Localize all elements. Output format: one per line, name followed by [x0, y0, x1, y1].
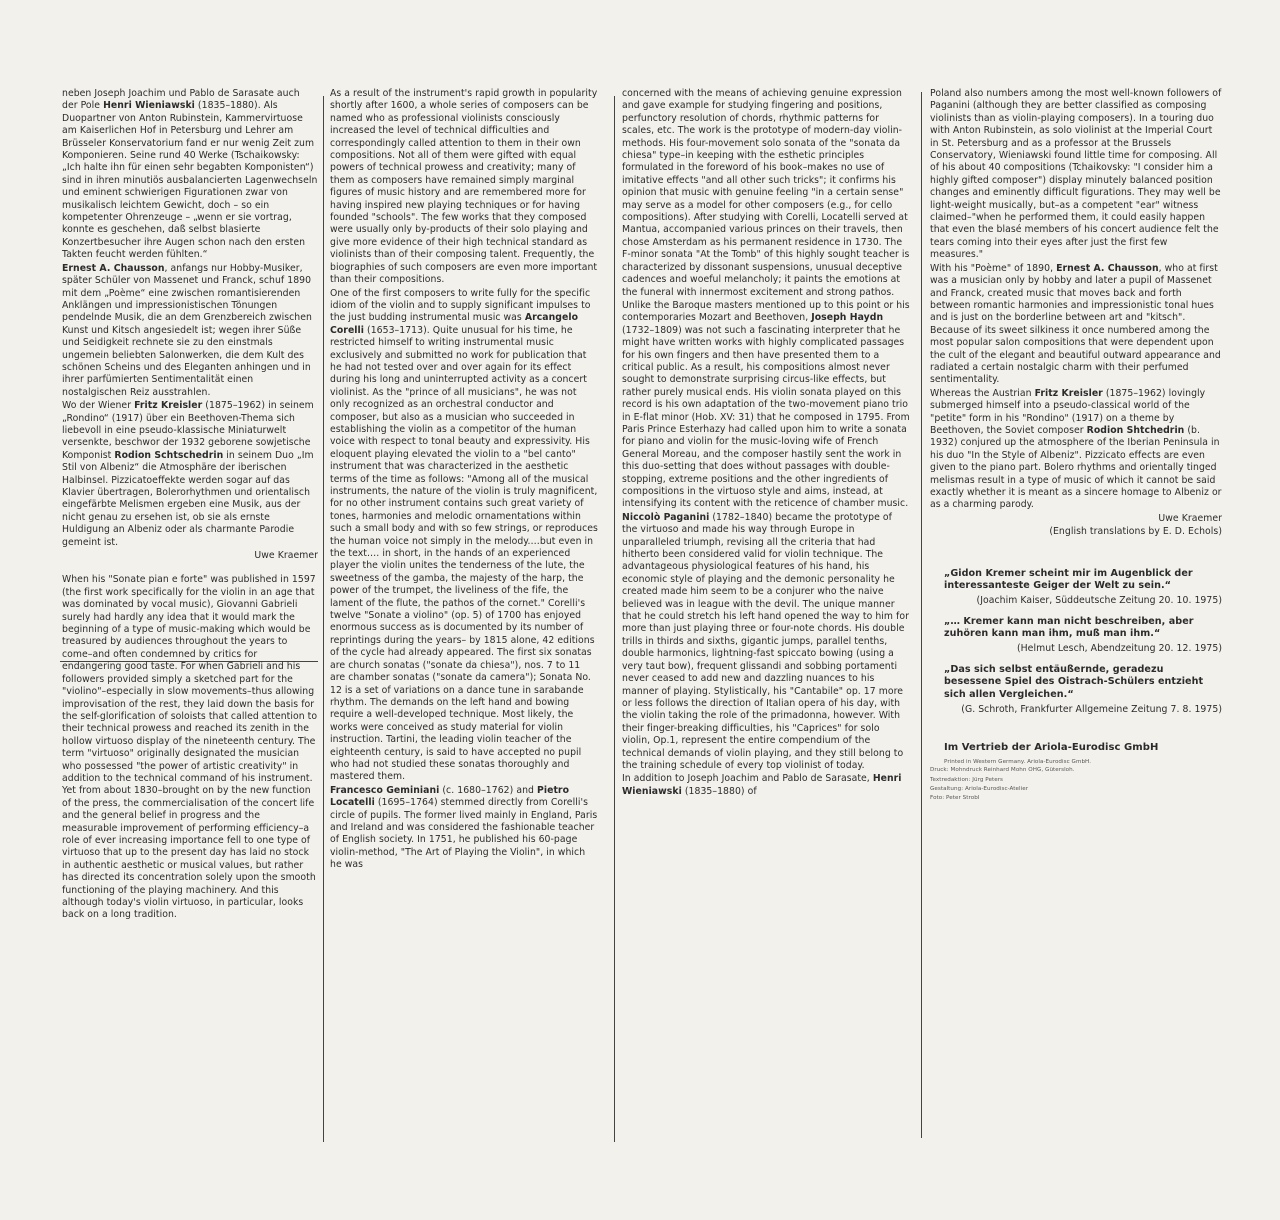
paragraph: As a result of the instrument's rapid growth in popularity shortly after 1600, a whole series of composers can be named who as professional violinists consciously increased the level of technical difficulties and correspondingly called attention to them in their own compositions. Not all of them were gifted with equal powers of technical prowess and creativity; many of them as composers have remained simply marginal figures of music history and are remembered more for having inspired new playing techniques or for having founded "schools". The few works that they composed were usually only by-products of their solo playing and give more evidence of their high technical standard as violinists than of their composing talent. Frequently, the biographies of such composers are even more important than their compositions.	[330, 88, 598, 286]
text: , who at first was a musician only by hobby and later a pupil of Massenet and Franck, created music that moves back and forth between romantic harmonies and impressionistic tonal hues and is just on the borderline between art and "kitsch". Because of its sweet silkiness it once numbered among the most popular salon compositions that were dependent upon the cult of the elegant and beautiful outward appearance and radiated a certain nostalgic charm with their perfumed sentimentality.	[930, 262, 1221, 386]
column-divider	[921, 92, 922, 1138]
text: (c. 1680–1762) and	[439, 784, 537, 796]
composer-name: Henri Wieniawski	[103, 100, 195, 112]
text: in seinem Duo „Im Stil von Albeniz“ die Atmosphäre der iberischen Halbinsel. Pizzicatoeffekte werden sogar auf das Klavier übertragen, Bolerorhythmen und orientalisch eingefärbte Melismen ergeben eine Musik, aus der nicht genau zu ersehen ist, ob sie als ernste Huldigung an Albeniz oder als charmante Parodie gemeint ist.	[62, 449, 314, 548]
paragraph	[330, 785, 598, 872]
text: , anfangs nur Hobby-Musiker, später Schüler von Massenet und Franck, schuf 1890 mit dem „Poème“ eine zwischen romantisierenden Anklängen und impressionistischen Tönungen pendelnde Musik, die an dem Grenzbereich zwischen Kunst und Kitsch angesiedelt ist; wegen ihrer Süße und Seidigkeit rechnete sie zu den einstmals ungemein beliebten Salonwerken, die dem Kult des schönen Scheins und des Eleganten anhingen und in ihrer parfümierten Sentimentalität einen nostalgischen Reiz ausstrahlen.	[62, 262, 312, 398]
paragraph	[330, 288, 598, 784]
text: Wo der Wiener	[62, 400, 135, 412]
quote-text: „Gidon Kremer scheint mir im Augenblick der interessanteste Geiger der Welt zu sein.“	[944, 567, 1193, 592]
text: (1875–1962) lovingly submerged himself into a pseudo-classical world of the "petite" form in his "Rondino" (1917) on a theme by Beethoven, the Soviet composer	[930, 387, 1206, 436]
text: (1653–1713). Quite unusual for his time, he restricted himself to writing instrumental music exclusively and submitted no work for publication that he had not tested over and over again for its effect during his long and uninterrupted activity as a concert violinist. As the "prince of all musicians", he was not only recognized as an orchestral conductor and composer, but also as a musician who succeeded in establishing the violin as a competitor of the human voice with respect to tonal beauty and expressivity. His eloquent playing elevated the violin to a "bel canto" instrument that was characterized in the aesthetic terms of the time as follows: "Among all of the musical instruments, the nature of the violin is truly magnificent, for no other instrument contains such great variety of tones, harmonies and melodic ornamentations within such a small body and with so few strings, or reproduces the human voice not simply in the melody.…but even in the text.… in short, in the hands of an experienced player the violin unites the tenderness of the lute, the sweetness of the gamba, the majesty of the harp, the power of the trumpet, the liveliness of the fife, the lament of the flute, the pathos of the cornet." Corelli's twelve "Sonate a violino" (op. 5) of 1700 has enjoyed enormous success as is documented by its number of reprintings during the years– by 1815 alone, 42 editions of the cycle had already appeared. The first six sonatas are church sonatas ("sonate da chiesa"), nos. 7 to 11 are chamber sonatas ("sonate da camera"); Sonata No. 12 is a set of variations on a dance tune in sarabande rhythm. The demands on the left hand and bowing require a well-developed technique. Most likely, the works were conceived as study material for violin instruction. Tartini, the leading violin teacher of the eighteenth century, is said to have accepted no pupil who had not studied these sonatas thoroughly and mastered them.	[330, 324, 598, 783]
credit-line: Foto: Peter Strobl	[930, 795, 980, 802]
paragraph	[622, 512, 910, 773]
quote-text: „… Kremer kann man nicht beschreiben, aber zuhören kann man ihm, muß man ihm.“	[944, 615, 1194, 640]
text: Whereas the Austrian	[930, 387, 1035, 399]
text: One of the first composers to write fully for the specific idiom of the violin and to supply significant impulses to the just budding instrumental music was	[330, 287, 591, 324]
composer-name: Rodion Schtschedrin	[114, 449, 224, 461]
text: (b. 1932) conjured up the atmosphere of the Iberian Peninsula in his duo "In the Style of Albeniz". Pizzicato effects are even given to the piano part. Bolero rhythms and orientally tinged melismas result in a type of music of which it cannot be said exactly whether it is meant as a sincere homage to Albeniz or as a charming parody.	[930, 424, 1222, 511]
text: In addition to Joseph Joachim and Pablo de Sarasate,	[622, 773, 873, 785]
composer-name: Fritz Kreisler	[134, 400, 203, 412]
paragraph	[62, 400, 318, 549]
printed-note: Printed in Western Germany. Ariola-Eurodisc GmbH.	[944, 758, 1092, 765]
composer-name: Ernest A. Chausson	[62, 262, 165, 274]
composer-name: Pietro Locatelli	[330, 784, 570, 809]
column-german-text	[62, 88, 318, 923]
distributor-name: Im Vertrieb der Ariola-Eurodisc GmbH	[944, 742, 1159, 754]
text: (1875–1962) in seinem „Rondino“ (1917) über ein Beethoven-Thema sich liebevoll in eine pseudo-klassische Miniaturwelt versenkte, beschwor der 1932 geborene sowjetische Komponist	[62, 400, 314, 461]
paragraph	[930, 263, 1222, 387]
quote-source: (G. Schroth, Frankfurter Allgemeine Zeitung 7. 8. 1975)	[961, 704, 1222, 716]
press-quote	[930, 568, 1222, 608]
composer-name: Arcangelo Corelli	[330, 312, 579, 336]
text: (1695–1764) stemmed directly from Corelli's circle of pupils. The former lived mainly in England, Paris and Ireland and was considered the fashionable teacher of English society. In 1751, he published his 60-page violin-method, "The Art of Playing the Violin", in which he was	[330, 797, 598, 871]
text: (1835–1880) of	[681, 785, 757, 797]
paragraph	[62, 263, 318, 399]
text: (1732–1809) was not such a fascinating interpreter that he might have written works with highly complicated passages for his own fingers and then have presented them to a critical public. As a result, his compositions almost never sought to demonstrate surprising circus-like effects, but rather purely musical ends. His violin sonata played on this record is his own adaptation of the two-movement piano trio in E-flat minor (Hob. XV: 31) that he composed in 1795. From Paris Prince Esterhazy had called upon him to write a sonata for piano and violin for the music-loving wife of French General Moreau, and the composer hastily sent the work in this duo-setting that does without passages with double-stopping, extreme positions and the other ingredients of compositions in the virtuoso style and aims, instead, at intensifying its content with the reticence of chamber music.	[622, 324, 910, 510]
composer-name: Ernest A. Chausson	[1056, 262, 1159, 274]
quote-source: (Helmut Lesch, Abendzeitung 20. 12. 1975)	[1016, 643, 1222, 655]
paragraph	[930, 388, 1222, 512]
paragraph	[622, 300, 910, 511]
credit-line: Druck: Mohndruck Reinhard Mohn OHG, Gütersloh.	[930, 767, 1075, 774]
quote-source: (Joachim Kaiser, Süddeutsche Zeitung 20. 10. 1975)	[976, 595, 1222, 607]
author-signature: Uwe Kraemer	[254, 550, 318, 562]
text: neben Joseph Joachim und Pablo de Sarasate auch der Pole	[62, 88, 300, 112]
column-english-text-1	[330, 88, 598, 873]
text: With his "Poème" of 1890,	[930, 262, 1057, 274]
composer-name: Joseph Haydn	[811, 312, 884, 324]
composer-name: Fritz Kreisler	[1034, 387, 1103, 399]
distribution-info	[930, 742, 1222, 802]
column-divider	[323, 96, 324, 1142]
text: Unlike the Baroque masters mentioned up to this point or his contemporaries Mozart and Beethoven,	[622, 299, 910, 324]
composer-name: Niccolò Paganini	[622, 511, 710, 523]
quote-text: „Das sich selbst entäußernde, geradezu besessene Spiel des Oistrach-Schülers entzieht sich allen Vergleichen.“	[944, 663, 1204, 701]
paragraph	[622, 773, 910, 798]
composer-name: Rodion Shtchedrin	[1086, 424, 1185, 436]
text: (1835–1880). Als Duopartner von Anton Rubinstein, Kammervirtuose am Kaiserlichen Hof in Petersburg und Lehrer am Brüsseler Konservatorium fand er nur wenig Zeit zum Komponieren. Seine rund 40 Werke (Tschaikowsky: „Ich halte ihn für einen sehr begabten Komponisten“) sind in ihren minutiös ausbalancierten Lagenwechseln und eminent schwierigen Figurationen zwar von musikalisch leichtem Gewicht, doch – so ein kompetenter Ohrenzeuge – „wenn er sie vortrag, konnte es geschehen, daß selbst blasierte Konzertbesucher ihre Augen schon nach den ersten Takten feucht werden fühlten.“	[62, 100, 318, 261]
paragraph	[62, 88, 318, 262]
credit-line: Gestaltung: Ariola-Eurodisc-Atelier	[930, 786, 1029, 793]
composer-name: Henri Wieniawski	[622, 773, 902, 797]
press-quote	[930, 664, 1222, 717]
paragraph: Poland also numbers among the most well-known followers of Paganini (although they are better classified as composing violinists than as violin-playing composers). In a touring duo with Anton Rubinstein, as solo violinist at the Imperial Court in St. Petersburg and as a professor at the Brussels Conservatory, Wieniawski found little time for composing. All of his about 40 compositions (Tchaikovsky: "I consider him a highly gifted composer") display minutely balanced position changes and eminently difficult figurations. They may well be light-weight musically, but–as a competent "ear" witness claimed–"when he performed them, it could easily happen that even the blasé members of his concert audience felt the tears coming into their eyes after just the first few measures."	[930, 88, 1222, 261]
paragraph: When his "Sonate pian e forte" was published in 1597 (the first work specifically for the violin in an age that was dominated by vocal music), Giovanni Gabrieli surely had hardly any idea that it would mark the beginning of a type of music-making which would be treasured by audiences throughout the years to come–and often condemned by critics for endangering good taste. For when Gabrieli and his followers provided simply a sketched part for the "violino"–especially in slow movements–thus allowing improvisation of the rest, they laid down the basis for the self-glorification of soloists that called attention to their technical prowess and reached its zenith in the hollow virtuoso display of the nineteenth century. The term "virtuoso" originally designated the musician who possessed "the power of artistic creativity" in addition to the technical command of his instrument. Yet from about 1830–brought on by the new function of the press, the commercialisation of the concert life and the general belief in progress and the measurable improvement of performing efficiency–a role of ever increasing importance fell to one type of virtuoso that up to the present day has laid no stock in authentic aesthetic or musical values, but rather has directed its concentration solely upon the smooth functioning of the playing machinery. And this although today's violin virtuoso, in particular, looks back on a long tradition.	[62, 574, 318, 921]
composer-name: Francesco Geminiani	[330, 784, 440, 796]
author-signature: Uwe Kraemer	[1158, 512, 1222, 524]
text: (1782–1840) became the prototype of the virtuoso and made his way through Europe in unparalleled triumph, revising all the criteria that had hitherto been considered valid for violin technique. The advantageous physiological features of his hand, his economic style of playing and the demonic personality he created made him seem to be a conjurer who the naive believed was in league with the devil. The unique manner that he could stretch his left hand opened the way to him for more than just playing three or four-note chords. His double trills in thirds and sixths, gigantic jumps, parallel tenths, double harmonics, lightning-fast spiccato bowing (using a very taut bow), frequent glissandi and sobbing portamenti never ceased to add new and dazzling nuances to his manner of playing. Stylistically, his "Cantabile" op. 17 more or less follows the direction of Italian opera of his day, with the violin taking the role of the primadonna, however. With their finger-breaking difficulties, his "Caprices" for solo violin, Op.1, represent the entire compendium of the technical demands of violin playing, and they still belong to the training schedule of every top violinist of today.	[622, 511, 909, 771]
column-english-text-3	[930, 88, 1222, 804]
credit-line: Textredaktion: Jürg Peters	[930, 776, 1004, 783]
press-quote	[930, 616, 1222, 656]
column-divider	[614, 96, 615, 1142]
column-english-text-2	[622, 88, 910, 799]
paragraph: concerned with the means of achieving genuine expression and gave example for studying fingering and positions, perfunctory resolution of chords, rhythmic patterns for scales, etc. The work is the prototype of modern-day violin-methods. His four-movement solo sonata of the "sonata da chiesa" type–in keeping with the esthetic principles formulated in the foreword of his book–makes no use of imitative effects "and all other such tricks"; it confirms his opinion that music with genuine feeling "in a certain sense" may serve as a model for other composers (e.g., for cello compositions). After studying with Corelli, Locatelli served at Mantua, accompanied various princes on their travels, then chose Amsterdam as his permanent residence in 1730. The F-minor sonata "At the Tomb" of this highly sought teacher is characterized by dissonant suspensions, unusual deceptive cadences and woeful melancholy; it paints the emotions at the funeral with innermost excitement and strong pathos.	[622, 88, 910, 298]
translation-credit: (English translations by E. D. Echols)	[1049, 526, 1222, 538]
